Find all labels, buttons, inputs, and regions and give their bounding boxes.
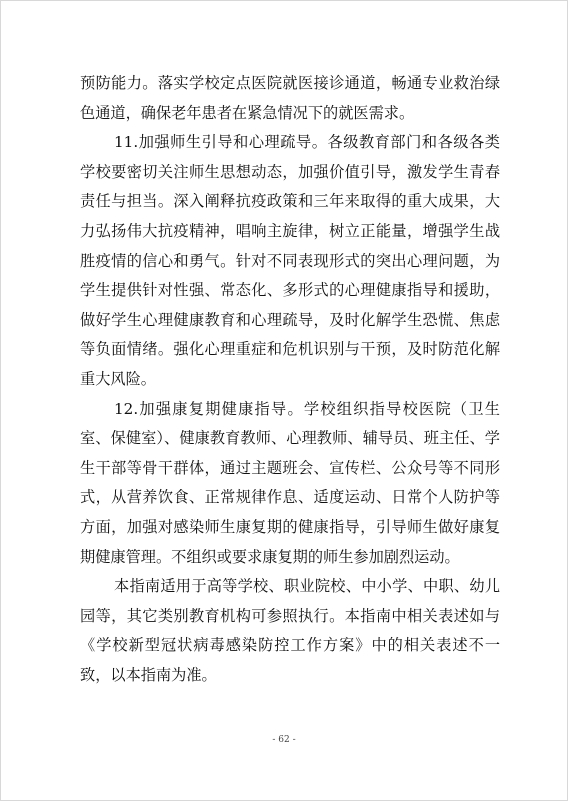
document-body	[80, 69, 500, 690]
paragraph-item-12: 12.加强康复期健康指导。学校组织指导校医院（卫生室、保健室）、健康教育教师、心理教师、辅导员、班主任、学生干部等骨干群体，通过主题班会、宣传栏、公众号等不同形式，从营养饮食、正常规律作息、适度运动、日常个人防护等方面，加强对感染师生康复期的健康指导，引导师生做好康复期健康管理。不组织或要求康复期的师生参加剧烈运动。	[80, 399, 500, 566]
page-number: - 62 -	[272, 735, 296, 745]
paragraph-scope-note: 本指南适用于高等学校、职业院校、中小学、中职、幼儿园等，其它类别教育机构可参照执行。本指南中相关表述如与《学校新型冠状病毒感染防控工作方案》中的相关表述不一致，以本指南为准。	[80, 577, 500, 684]
paragraph-continuation: 预防能力。落实学校定点医院就医接诊通道，畅通专业救治绿色通道，确保老年患者在紧急情况下的就医需求。	[80, 74, 500, 122]
paragraph-item-11: 11.加强师生引导和心理疏导。各级教育部门和各级各类学校要密切关注师生思想动态，加强价值引导，激发学生青春责任与担当。深入阐释抗疫政策和三年来取得的重大成果，大力弘扬伟大抗疫精神，唱响主旋律，树立正能量，增强学生战胜疫情的信心和勇气。针对不同表现形式的突出心理问题，为学生提供针对性强、常态化、多形式的心理健康指导和援助，做好学生心理健康教育和心理疏导，及时化解学生恐慌、焦虑等负面情绪。强化心理重症和危机识别与干预，及时防范化解重大风险。	[80, 133, 500, 388]
